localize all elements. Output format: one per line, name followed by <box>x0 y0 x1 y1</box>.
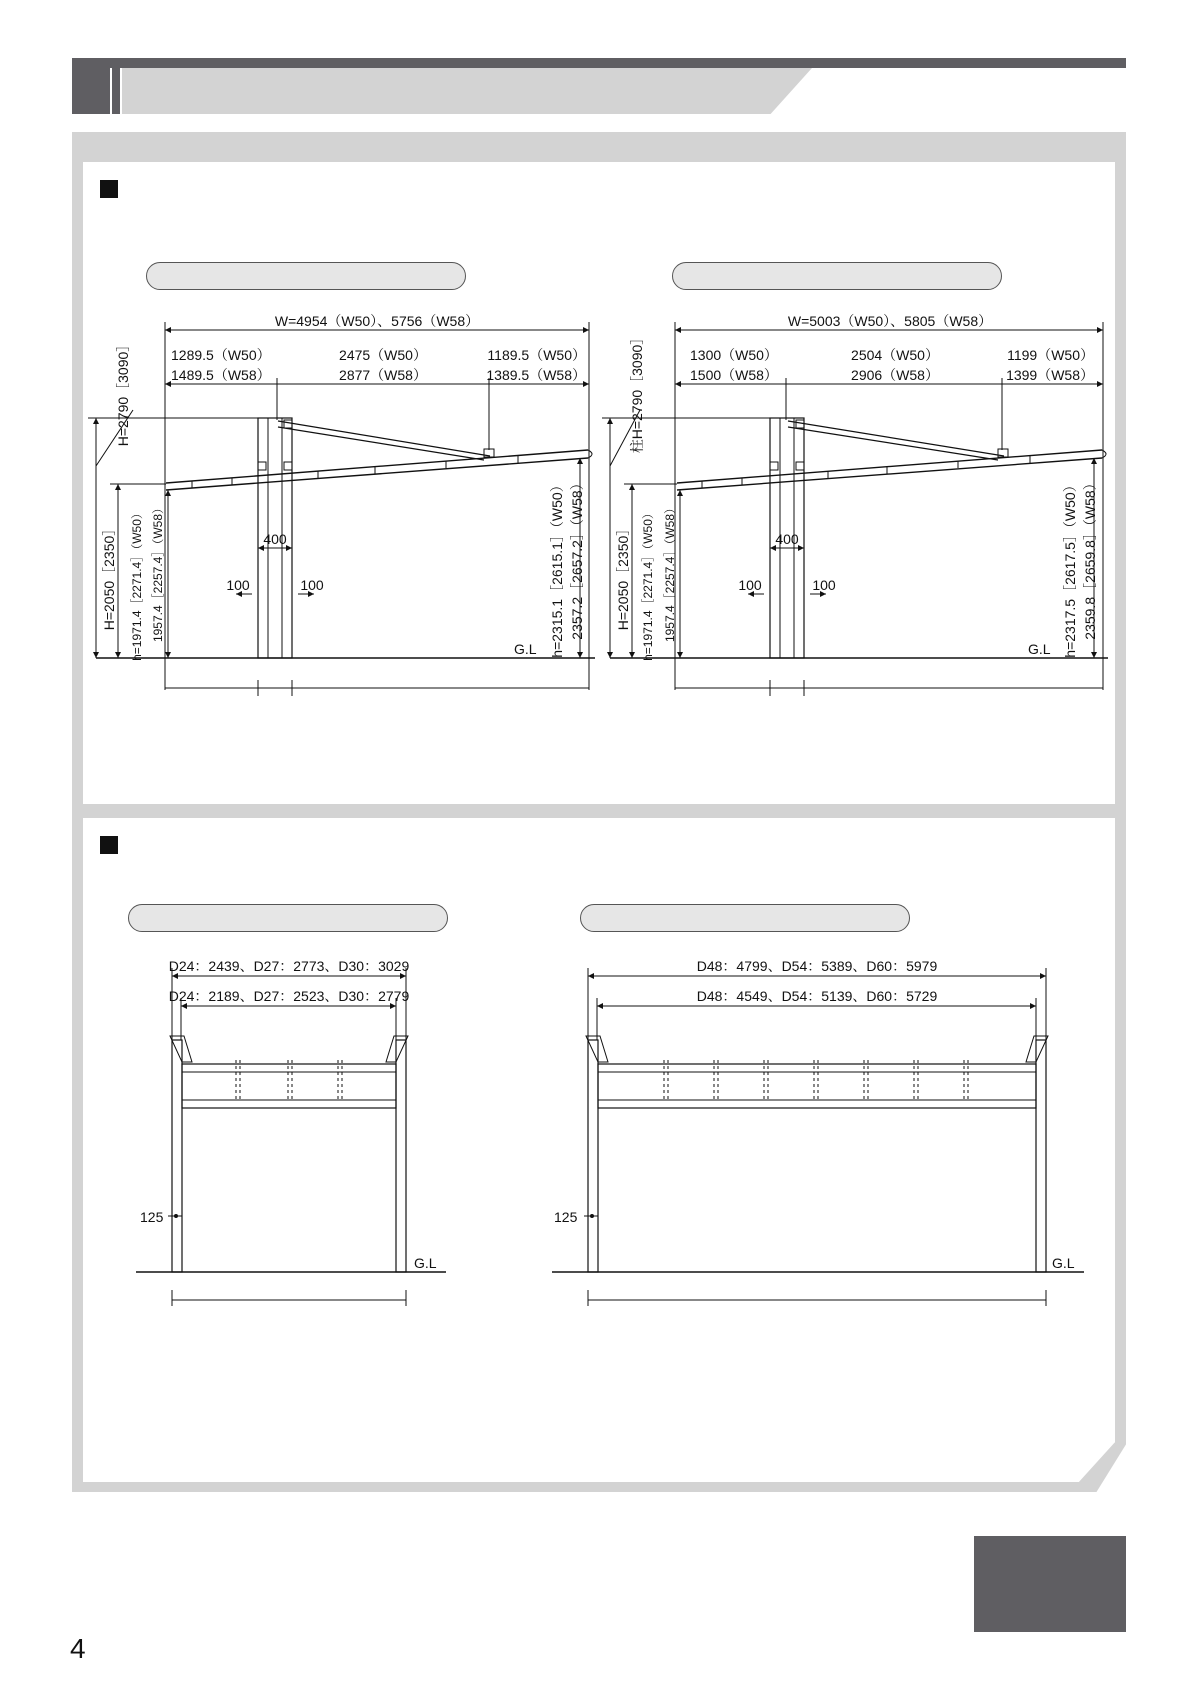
side-right-seg-mid-1: 2504（W50） <box>851 347 939 363</box>
side-right-low-h2: 1957.4［2257.4］（W58） <box>663 501 677 643</box>
side-left-post-height: H=2050［2350］ <box>101 521 117 631</box>
front-left-inner-depth: D24：2189、D27：2523、D30：2779 <box>168 988 410 1004</box>
side-right-post-width: 400 <box>775 531 799 547</box>
side-right-offset-left: 100 <box>738 577 762 593</box>
side-right-post-height: H=2050［2350］ <box>615 521 631 631</box>
side-left-ground-label: G.L <box>514 641 537 657</box>
side-left-seg-right-2: 1389.5（W58） <box>486 367 586 383</box>
front-view-right <box>552 968 1084 1306</box>
side-left-high-h: h=2315.1［2615.1］（W50） <box>549 478 565 658</box>
side-left-low-h: h=1971.4［2271.4］（W50） <box>130 507 144 661</box>
page-tab <box>974 1536 1126 1632</box>
side-right-high-h2: 2359.8［2659.8］（W58） <box>1082 476 1098 640</box>
front-right-post-size: 125 <box>554 1209 578 1225</box>
side-right-seg-right-2: 1399（W58） <box>1006 367 1094 383</box>
side-left-seg-mid-2: 2877（W58） <box>339 367 427 383</box>
side-left-high-h2: 2357.2［2657.2］（W58） <box>569 476 585 640</box>
side-left-seg-left-2: 1489.5（W58） <box>171 367 271 383</box>
side-left-post-width: 400 <box>263 531 287 547</box>
side-right-high-h: h=2317.5［2617.5］（W50） <box>1062 478 1078 658</box>
front-right-inner-depth: D48：4549、D54：5139、D60：5729 <box>696 988 938 1004</box>
page-number: 4 <box>70 1633 86 1664</box>
side-left-low-h2: 1957.4［2257.4］（W58） <box>151 501 165 643</box>
side-left-seg-mid-1: 2475（W50） <box>339 347 427 363</box>
side-left-total-width: W=4954（W50）、5756（W58） <box>274 313 480 329</box>
front-right-ground-label: G.L <box>1052 1255 1075 1271</box>
side-left-seg-right-1: 1189.5（W50） <box>487 347 586 363</box>
front-left-post-size: 125 <box>140 1209 164 1225</box>
side-right-ground-label: G.L <box>1028 641 1051 657</box>
side-left-seg-left-1: 1289.5（W50） <box>171 347 271 363</box>
side-left-offset-left: 100 <box>226 577 250 593</box>
side-right-seg-left-2: 1500（W58） <box>690 367 778 383</box>
side-right-seg-left-1: 1300（W50） <box>690 347 778 363</box>
front-left-outer-depth: D24：2439、D27：2773、D30：3029 <box>168 958 410 974</box>
side-right-offset-right: 100 <box>812 577 836 593</box>
front-left-ground-label: G.L <box>414 1255 437 1271</box>
front-right-outer-depth: D48：4799、D54：5389、D60：5979 <box>696 958 938 974</box>
side-right-top-height: 柱H=2790［3090］ <box>629 330 645 454</box>
side-left-top-height: H=2790［3090］ <box>115 337 131 447</box>
front-view-left <box>136 968 446 1306</box>
side-right-seg-right-1: 1199（W50） <box>1007 347 1094 363</box>
side-right-total-width: W=5003（W50）、5805（W58） <box>787 313 993 329</box>
side-right-seg-mid-2: 2906（W58） <box>851 367 939 383</box>
side-left-offset-right: 100 <box>300 577 324 593</box>
side-right-low-h: h=1971.4［2271.4］（W50） <box>641 507 655 661</box>
